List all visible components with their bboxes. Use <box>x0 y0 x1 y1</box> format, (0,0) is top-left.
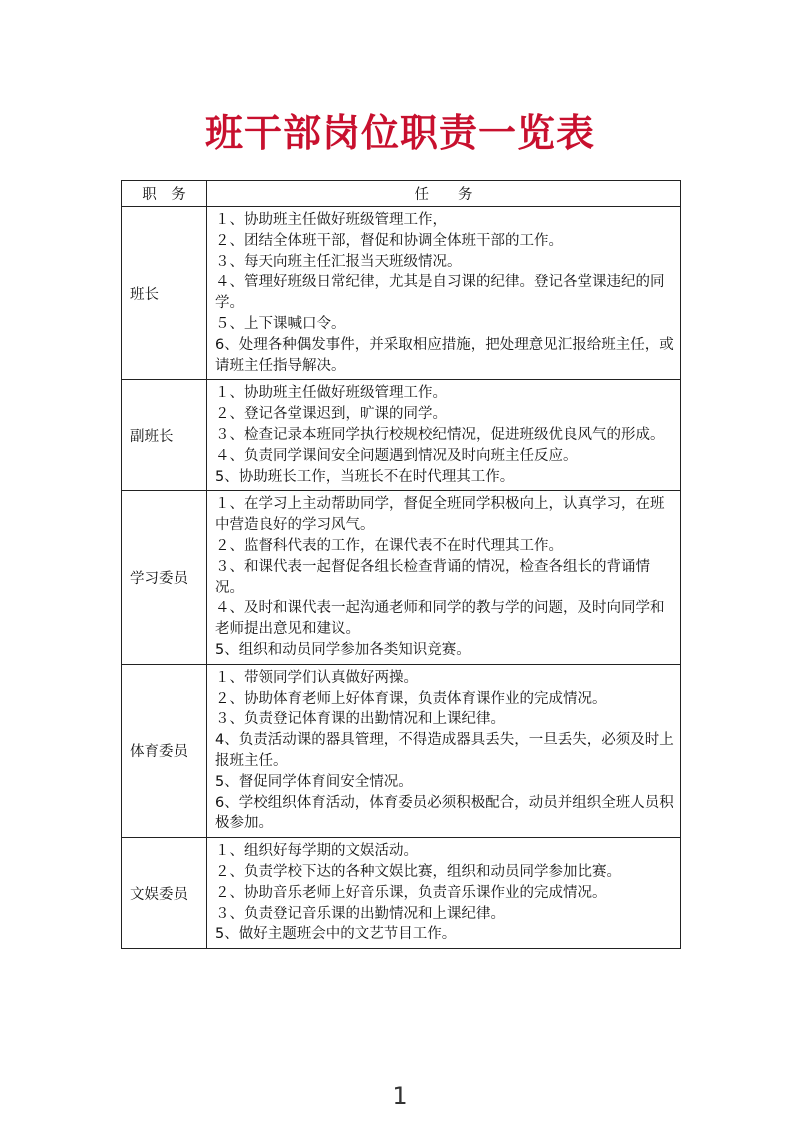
task-item: ３、负责登记音乐课的出勤情况和上课纪律。 <box>215 905 505 922</box>
task-cell <box>207 838 681 949</box>
task-item: ２、协助音乐老师上好音乐课，负责音乐课作业的完成情况。 <box>215 884 607 901</box>
task-item: 4、负责活动课的器具管理，不得造成器具丢失，一旦丢失，必须及时上报班主任。 <box>215 732 674 769</box>
task-cell <box>207 207 681 380</box>
table-body <box>122 207 681 949</box>
table-header-row <box>122 181 681 207</box>
task-item: １、带领同学们认真做好两操。 <box>215 669 418 686</box>
task-item: １、协助班主任做好班级管理工作。 <box>215 385 447 402</box>
task-item: ２、负责学校下达的各种文娱比赛，组织和动员同学参加比赛。 <box>215 863 621 880</box>
task-cell <box>207 380 681 491</box>
task-cell <box>207 491 681 664</box>
task-cell <box>207 664 681 837</box>
role-cell: 体育委员 <box>122 664 207 837</box>
header-task: 任 务 <box>207 181 681 207</box>
task-item: ５、上下课喊口令。 <box>215 315 346 332</box>
task-item: ３、每天向班主任汇报当天班级情况。 <box>215 253 462 270</box>
task-item: 5、督促同学体育间安全情况。 <box>215 773 413 790</box>
duties-table <box>121 180 681 949</box>
task-item: ２、登记各堂课迟到，旷课的同学。 <box>215 406 447 423</box>
task-item: 6、处理各种偶发事件，并采取相应措施，把处理意见汇报给班主任，或请班主任指导解决。 <box>215 336 674 374</box>
task-item: ４、及时和课代表一起沟通老师和同学的教与学的问题，及时向同学和老师提出意见和建议。 <box>215 600 665 638</box>
header-role: 职 务 <box>122 181 207 207</box>
table-row <box>122 664 681 837</box>
page-number: 1 <box>392 1082 408 1110</box>
page-title: 班干部岗位职责一览表 <box>204 111 595 155</box>
task-item: ２、监督科代表的工作，在课代表不在时代理其工作。 <box>215 537 563 554</box>
table-row <box>122 491 681 664</box>
role-cell: 副班长 <box>122 380 207 491</box>
task-item: ２、团结全体班干部，督促和协调全体班干部的工作。 <box>215 232 563 249</box>
task-item: ４、管理好班级日常纪律，尤其是自习课的纪律。登记各堂课违纪的同学。 <box>215 274 665 312</box>
table-row <box>122 838 681 949</box>
role-cell: 班长 <box>122 207 207 380</box>
task-item: ２、协助体育老师上好体育课，负责体育课作业的完成情况。 <box>215 690 607 707</box>
task-item: １、协助班主任做好班级管理工作， <box>215 212 447 228</box>
task-item: ３、检查记录本班同学执行校规校纪情况，促进班级优良风气的形成。 <box>215 426 665 443</box>
role-cell: 学习委员 <box>122 491 207 664</box>
table-row <box>122 207 681 380</box>
role-cell: 文娱委员 <box>122 838 207 949</box>
table-row <box>122 380 681 491</box>
task-item: 5、组织和动员同学参加各类知识竞赛。 <box>215 641 471 658</box>
task-item: １、在学习上主动帮助同学，督促全班同学积极向上，认真学习，在班中营造良好的学习风气。 <box>215 496 665 534</box>
task-item: ３、负责登记体育课的出勤情况和上课纪律。 <box>215 711 505 728</box>
task-item: 5、协助班长工作，当班长不在时代理其工作。 <box>215 468 515 485</box>
task-item: １、组织好每学期的文娱活动。 <box>215 843 418 860</box>
task-item: ３、和课代表一起督促各组长检查背诵的情况，检查各组长的背诵情况。 <box>215 558 650 596</box>
task-item: 6、学校组织体育活动，体育委员必须积极配合，动员并组织全班人员积极参加。 <box>215 794 674 832</box>
task-item: ４、负责同学课间安全问题遇到情况及时向班主任反应。 <box>215 447 578 464</box>
task-item: 5、做好主题班会中的文艺节目工作。 <box>215 926 457 943</box>
